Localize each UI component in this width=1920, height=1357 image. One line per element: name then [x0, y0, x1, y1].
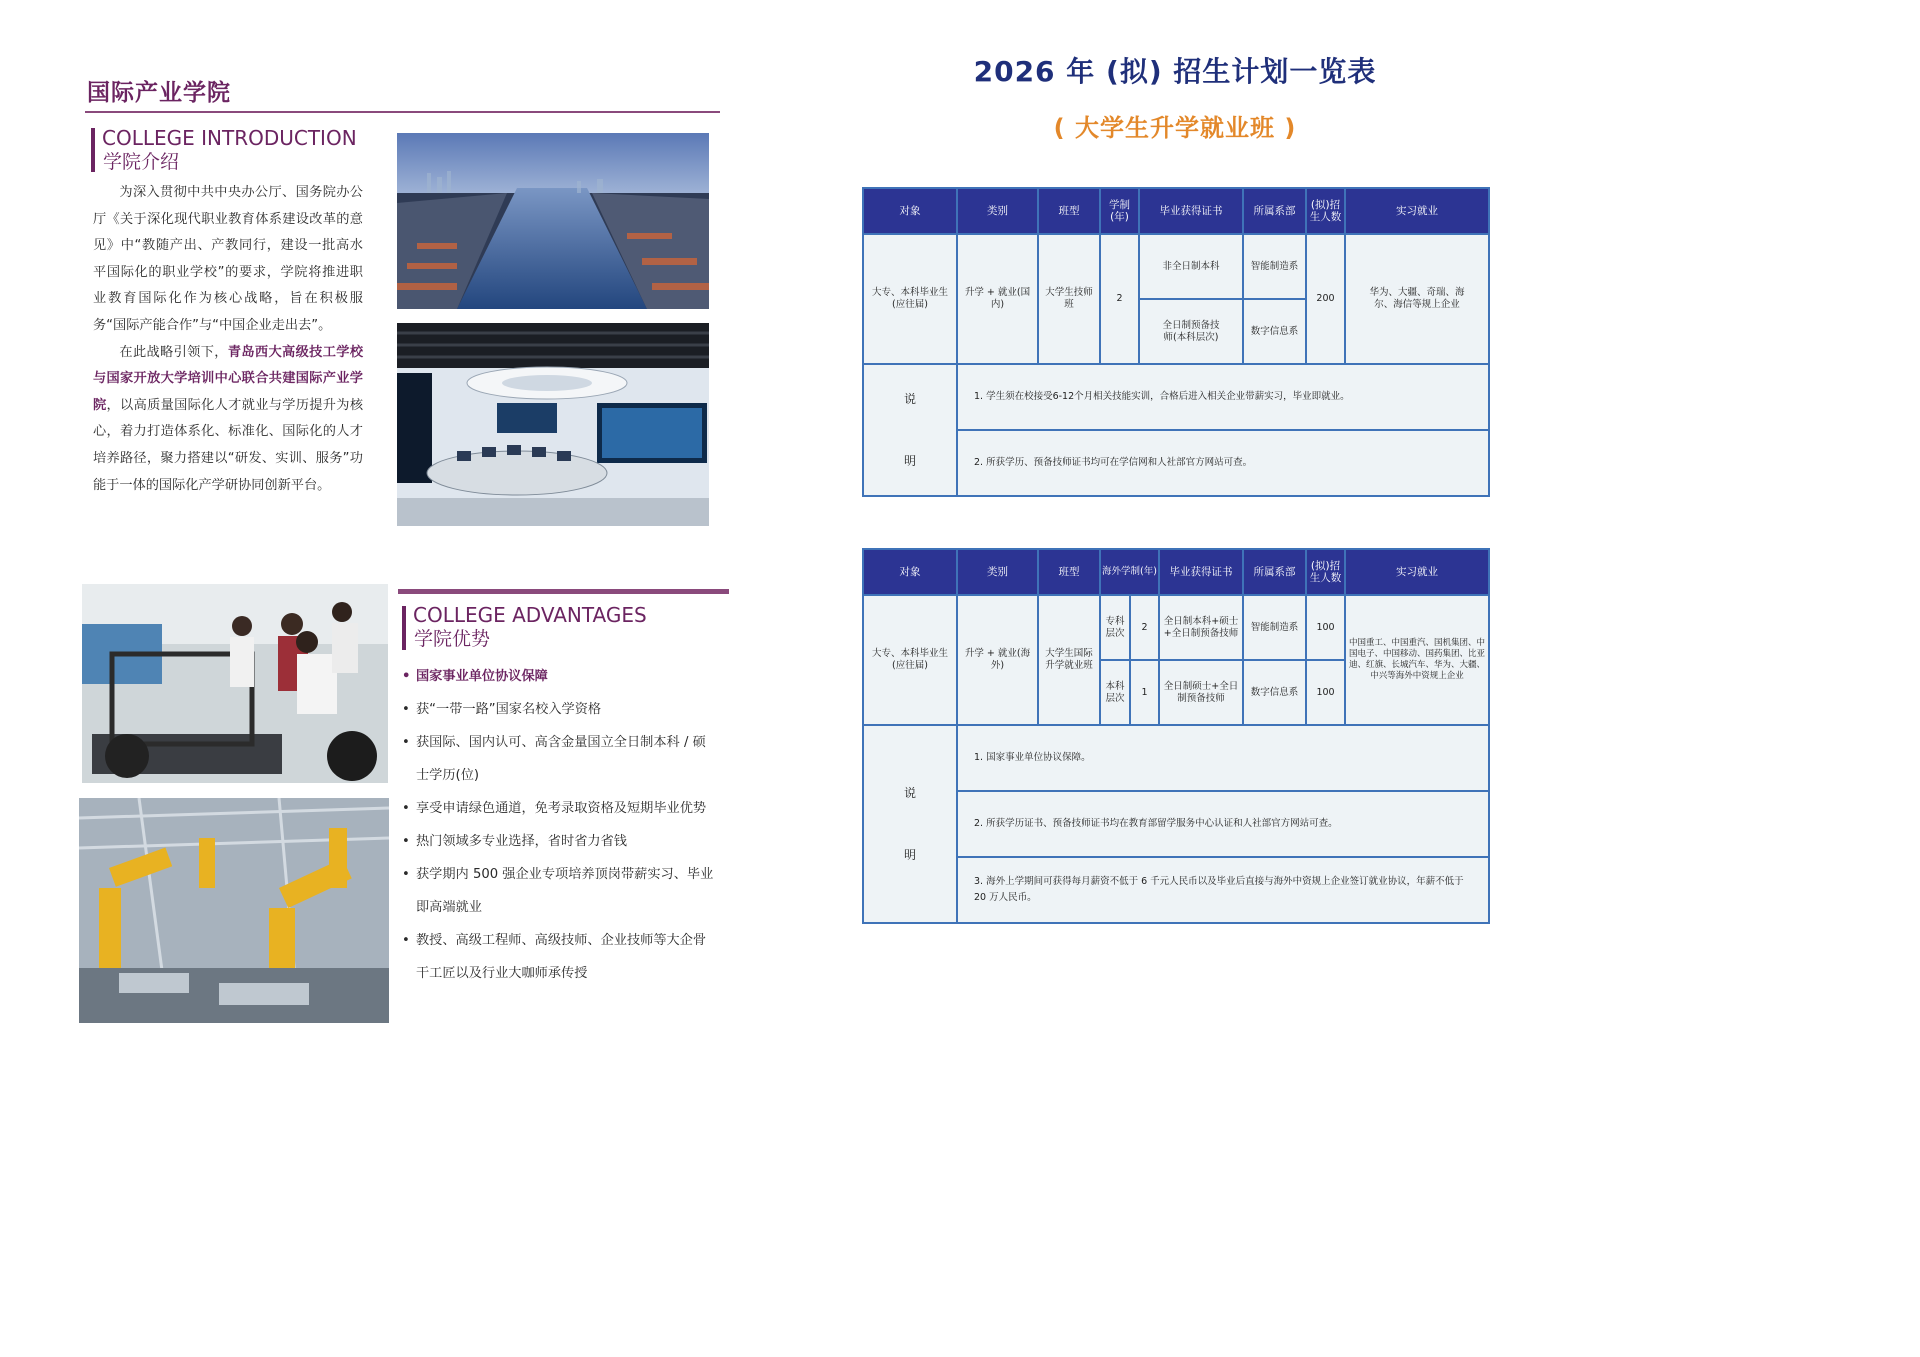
bullet-icon: •	[402, 867, 410, 882]
cell-class-type: 大学生技师班	[1038, 234, 1100, 364]
bullet-icon: •	[402, 702, 410, 717]
cell-target: 大专、本科毕业生(应往届)	[863, 234, 957, 364]
advantage-item: • 国家事业单位协议保障	[402, 660, 717, 693]
cell-category: 升学 + 就业(国内)	[957, 234, 1038, 364]
note-line: 2. 所获学历、预备技师证书均可在学信网和人社部官方网站可查。	[957, 430, 1489, 496]
header-class-type: 班型	[1038, 549, 1100, 595]
intro-title-en: COLLEGE INTRODUCTION	[102, 126, 357, 150]
advantages-title-en: COLLEGE ADVANTAGES	[413, 603, 647, 627]
header-certificate: 毕业获得证书	[1139, 188, 1243, 234]
students-workshop-photo	[82, 584, 388, 783]
intro-title-cn: 学院介绍	[103, 151, 180, 173]
title-divider	[85, 111, 720, 113]
cell-certificate: 非全日制本科	[1139, 234, 1243, 299]
cell-enrollment: 200	[1306, 234, 1345, 364]
advantage-item: • 获学期内 500 强企业专项培养顶岗带薪实习、毕业即高端就业	[402, 858, 717, 924]
bullet-icon: •	[402, 933, 410, 948]
header-enrollment: (拟)招生人数	[1306, 549, 1345, 595]
cell-years: 2	[1130, 595, 1159, 660]
header-employment: 实习就业	[1345, 549, 1489, 595]
header-department: 所属系部	[1243, 188, 1306, 234]
header-class-type: 班型	[1038, 188, 1100, 234]
note-line: 1. 学生须在校接受6-12个月相关技能实训，合格后进入相关企业带薪实习，毕业即就业。	[957, 364, 1489, 430]
cell-level: 本科层次	[1100, 660, 1130, 725]
advantage-item: • 享受申请绿色通道，免考录取资格及短期毕业优势	[402, 792, 717, 825]
robot-assembly-line-photo	[79, 798, 389, 1023]
header-enrollment: (拟)招生人数	[1306, 188, 1345, 234]
intro-paragraph-2	[93, 340, 363, 500]
header-years: 海外学制(年)	[1100, 549, 1159, 595]
plan-title: 2026 年 (拟) 招生计划一览表	[973, 55, 1377, 88]
advantages-title-cn: 学院优势	[414, 628, 491, 650]
advantage-item: • 获国际、国内认可、高含金量国立全日制本科 / 硕士学历(位)	[402, 726, 717, 792]
cell-department: 数字信息系	[1243, 660, 1306, 725]
note-label: 说明	[863, 725, 957, 923]
section-accent-bar	[402, 606, 406, 650]
bullet-icon: •	[402, 834, 410, 849]
advantage-item: • 教授、高级工程师、高级技师、企业技师等大企骨干工匠以及行业大咖师承传授	[402, 924, 717, 990]
intro-paragraph-2-prefix: 在此战略引领下，	[119, 344, 228, 360]
cell-enrollment: 100	[1306, 595, 1345, 660]
cell-class-type: 大学生国际升学就业班	[1038, 595, 1100, 725]
advantage-item: • 获“一带一路”国家名校入学资格	[402, 693, 717, 726]
enrollment-table-domestic	[862, 187, 1490, 497]
intro-highlight: 青岛西大高级技工学校与国家开放大学培训中心联合共建国际产业学院	[93, 344, 364, 413]
cell-years: 2	[1100, 234, 1139, 364]
control-room-photo	[397, 323, 709, 526]
header-category: 类别	[957, 549, 1038, 595]
header-employment: 实习就业	[1345, 188, 1489, 234]
header-target: 对象	[863, 188, 957, 234]
advantages-divider	[398, 589, 729, 594]
header-years: 学制(年)	[1100, 188, 1139, 234]
header-target: 对象	[863, 549, 957, 595]
note-label: 说明	[863, 364, 957, 496]
cell-department: 数字信息系	[1243, 299, 1306, 364]
page-title: 国际产业学院	[87, 80, 231, 106]
intro-text	[93, 180, 363, 499]
note-line: 1. 国家事业单位协议保障。	[957, 725, 1489, 791]
bullet-icon: •	[402, 669, 411, 684]
intro-paragraph-1: 为深入贯彻中共中央办公厅、国务院办公厅《关于深化现代职业教育体系建设改革的意见》中“教随产出、产教同行，建设一批高水平国际化的职业学校”的要求，学院将推进职业教育国际化作为核心战略，旨在积极服务“国际产能合作”与“中国企业走出去”。	[93, 185, 363, 333]
header-department: 所属系部	[1243, 549, 1306, 595]
cell-enrollment: 100	[1306, 660, 1345, 725]
note-line: 2. 所获学历证书、预备技师证书均在教育部留学服务中心认证和人社部官方网站可查。	[957, 791, 1489, 857]
bullet-icon: •	[402, 801, 410, 816]
cell-certificate: 全日制本科+硕士+全日制预备技师	[1159, 595, 1243, 660]
cell-level: 专科层次	[1100, 595, 1130, 660]
cell-target: 大专、本科毕业生(应往届)	[863, 595, 957, 725]
bullet-icon: •	[402, 735, 410, 750]
header-certificate: 毕业获得证书	[1159, 549, 1243, 595]
cell-department: 智能制造系	[1243, 234, 1306, 299]
cell-department: 智能制造系	[1243, 595, 1306, 660]
advantages-list	[402, 660, 717, 990]
advantage-item: • 热门领域多专业选择，省时省力省钱	[402, 825, 717, 858]
cell-employment: 中国重工、中国重汽、国机集团、中国电子、中国移动、国药集团、比亚迪、红旗、长城汽车、华为、大疆、中兴等海外中资规上企业	[1345, 595, 1489, 725]
intro-paragraph-2-suffix: ，以高质量国际化人才就业与学历提升为核心，着力打造体系化、标准化、国际化的人才培养路径，聚力搭建以“研发、实训、服务”功能于一体的国际化产学研协同创新平台。	[93, 397, 364, 493]
note-line: 3. 海外上学期间可获得每月薪资不低于 6 千元人民币以及毕业后直接与海外中资规上企业签订就业协议，年薪不低于 20 万人民币。	[957, 857, 1489, 923]
port-aerial-photo	[397, 133, 709, 309]
header-category: 类别	[957, 188, 1038, 234]
cell-certificate: 全日制预备技师(本科层次)	[1139, 299, 1243, 364]
cell-employment: 华为、大疆、奇瑞、海尔、海信等规上企业	[1345, 234, 1489, 364]
cell-years: 1	[1130, 660, 1159, 725]
enrollment-table-overseas	[862, 548, 1490, 924]
cell-certificate: 全日制硕士+全日制预备技师	[1159, 660, 1243, 725]
plan-subtitle: ( 大学生升学就业班 )	[1053, 114, 1297, 142]
cell-category: 升学 + 就业(海外)	[957, 595, 1038, 725]
section-accent-bar	[91, 128, 95, 172]
